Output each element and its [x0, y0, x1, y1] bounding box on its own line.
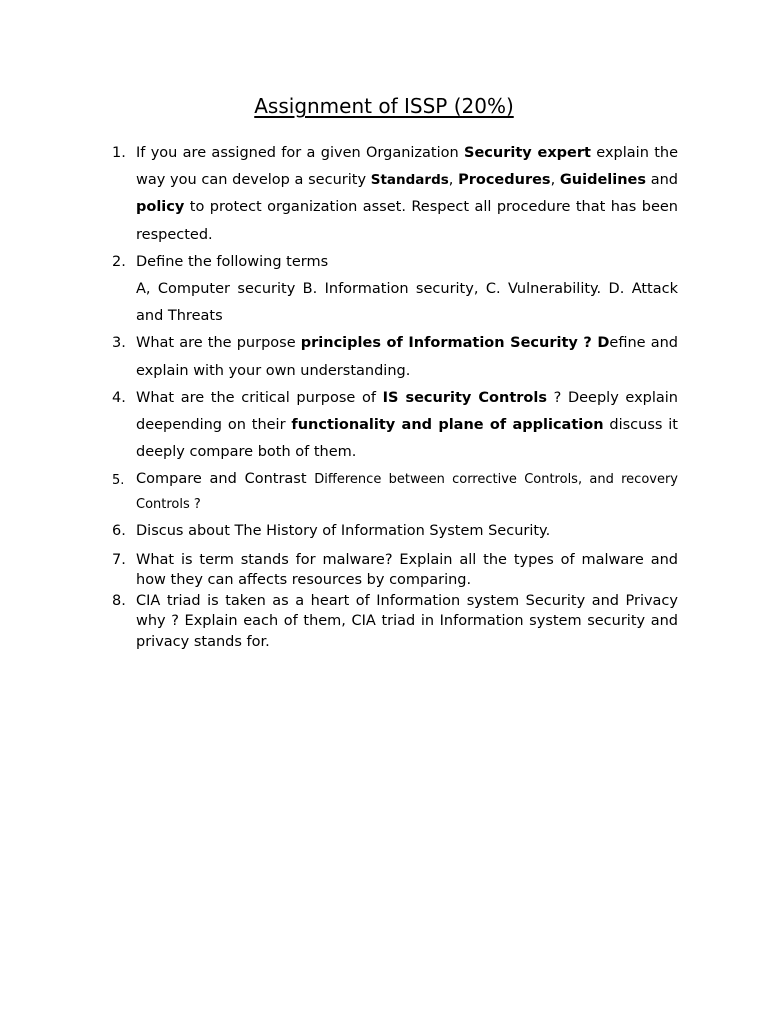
question-1 [112, 140, 678, 249]
text-run: Compare and Contrast [136, 471, 315, 488]
question-number: 8. [112, 592, 126, 609]
text-run: to protect organization asset. Respect all procedure that has been respected. [136, 199, 678, 243]
bold-term-guidelines: Guidelines [559, 172, 647, 189]
text-run: What are the purpose [136, 335, 301, 352]
question-number: 6. [112, 523, 126, 540]
question-number: 4. [112, 389, 126, 406]
text-run: If you are assigned for a given Organization [136, 145, 465, 161]
bold-term-standards: Standards [370, 172, 449, 189]
text-run: and [646, 172, 679, 189]
text-run: , [550, 172, 560, 189]
question-2 [112, 249, 678, 331]
document-title [0, 92, 768, 120]
text-run: explain the way you can develop a security [136, 145, 679, 189]
question-text: What is term stands for malware? Explain all the types of malware and how they can affects resources by comparing. [136, 551, 678, 589]
question-number: 5. [112, 473, 125, 489]
question-number: 2. [112, 253, 126, 270]
text-run: discuss it deeply compare both of them. [136, 417, 678, 461]
bold-term-is-security-controls: IS security Controls [382, 389, 547, 406]
question-7 [112, 550, 678, 591]
bold-term-procedures: Procedures [458, 172, 551, 189]
text-run: ? Deeply explain deepending on their [136, 389, 678, 434]
question-number: 7. [112, 551, 126, 568]
text-run: What are the critical purpose of [136, 389, 383, 406]
bold-term-principles: principles of Information Security ? D [300, 335, 610, 352]
text-run: efine and explain with your own understanding. [136, 335, 678, 379]
question-text: Define the following terms [136, 253, 329, 270]
question-8 [112, 591, 678, 653]
question-subtext: A, Computer security B. Information security, C. Vulnerability. D. Attack and Threats [136, 281, 678, 325]
question-3 [112, 330, 678, 384]
question-text [136, 330, 678, 384]
question-list [112, 140, 678, 652]
question-number: 3. [112, 335, 126, 352]
question-number: 1. [112, 145, 126, 161]
question-6 [112, 518, 678, 545]
text-run: , [448, 172, 459, 189]
question-5 [112, 467, 678, 517]
question-4 [112, 385, 678, 467]
text-run-small: Difference between corrective Controls, and recovery Controls ? [136, 472, 678, 513]
bold-term-security-expert: Security expert [464, 145, 591, 161]
question-text [136, 467, 678, 517]
bold-term-policy: policy [136, 199, 185, 216]
question-text: Discus about The History of Information System Security. [136, 523, 551, 540]
bold-term-functionality: functionality and plane of application [291, 417, 604, 434]
question-text: CIA triad is taken as a heart of Information system Security and Privacy why ? Explain each of them, CIA triad in Information system security and privacy stands for. [136, 592, 678, 650]
document-title-text: Assignment of ISSP (20%) [254, 94, 514, 118]
question-text [136, 140, 678, 249]
question-text [136, 385, 678, 467]
